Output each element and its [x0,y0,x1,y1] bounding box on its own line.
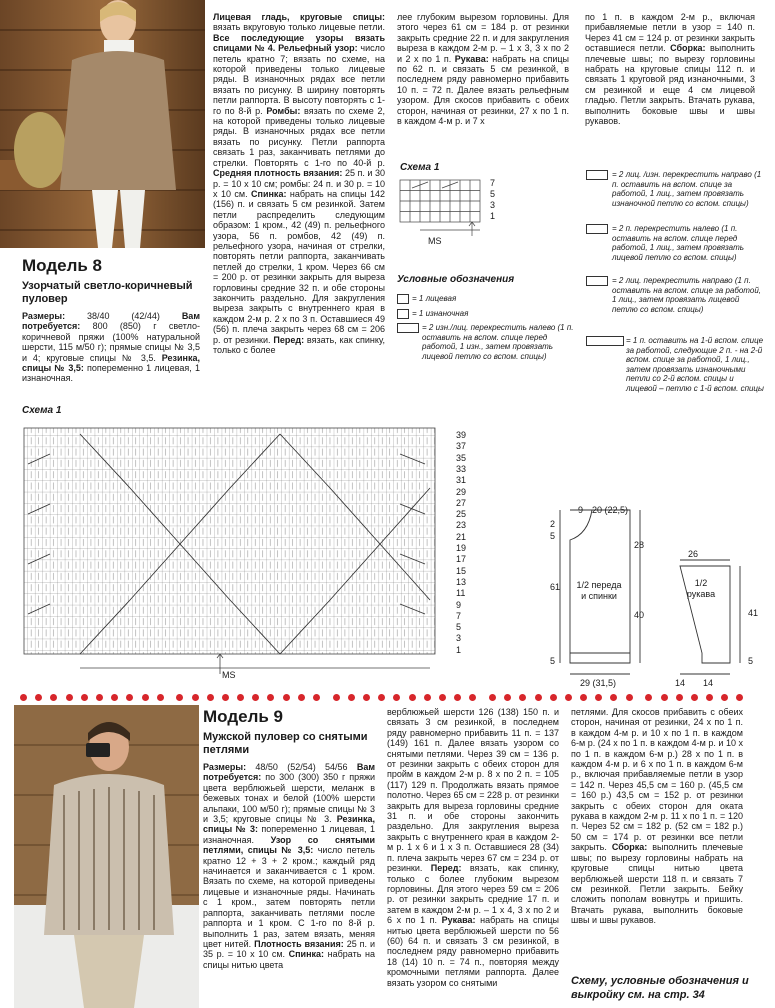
scheme-big-row-23: 23 [456,520,467,531]
scheme-big-row-31: 31 [456,475,467,486]
m9-sleeves-value: набрать на спицы нитью цвета верблюжьей шерсти по 56 (60) 64 п. и связать 3 см резинкой, в последнем ряду равномерно прибавить 18 (14) 10 п. = 74 п., повторяя между кромочными петлями раппорта. Далее вязать узором со снятыми [387,915,559,988]
sizes-value: 38/40 (42/44) [86,311,160,321]
scheme1-small-ms: MS [428,236,442,246]
scheme-big-row-15: 15 [456,565,467,576]
model8-materials [22,311,200,384]
footer-note: Схему, условные обозначения и выкройку см. на стр. 34 [571,975,749,1001]
m9-need-label: Вам потребуется: [203,762,375,783]
density-value: 25 п. и 30 р. = 10 х 10 см; ромбы: 24 п. и 30 р. = 10 х 10 см. [213,168,385,199]
m9-assembly-value: выполнить плечевые швы; по вырезу горловины набрать на круговые спицы нитью цвета верблюжьей шерсти 118 п. и связать 7 см резинкой. Петли закрыть. Бейку сложить пополам вовнутрь и пришить. Втачать рукава, выполнить боковые швы и швы рукавов. [571,842,743,926]
scheme-big-row-13: 13 [456,576,467,587]
pattern-m-5-bottom: 5 [550,656,556,666]
assembly-value: выполнить плечевые швы; по вырезу горловины набрать на круговые спицы 112 п. и связать 1 круговой ряд изнаночными, 3 см резинкой и еще 4 см лицевой гладью. Петли закрыть. Втачать рукава, выполнить боковые швы и швы рукавов. [585,43,755,127]
m9-col3-text: петлями. Для скосов прибавить с обеих сторон, начиная от резинки, 24 х по 1 п. в каждом 4-м р. и 10 х по 1 п. в каждом 6-м р. (24 х по 1 п. в каждом 4-м р. и 10 х по 1 п. в каждом 6-м р.) 28 х по 1 п. в каждом 4-м р. и 6 х по 1 п. в каждом 6-м р., включая прибавляемые петли в узор = 142 п. Через 45,5 см = 160 р. (45,5 см = 160 р.) 43,5 см = 152 р. от резинки закрыть с обеих сторон для оката рукава в каждом 2-м р. 11 х по 1 п. = 120 п. Через 52 см = 182 р. (52 см = 182 р.) 50 см = 174 р. от резинки все петли закрыть. [571,707,743,853]
scheme-big-row-17: 17 [456,554,467,565]
legend-right-symbol-4 [586,336,624,346]
col3-text: лее глубоким вырезом горловины. Для этого через 61 см = 184 р. от резинки закрыть средние 22 п. и для закругления выреза в каждом 2-м р. – 1 х 3, 3 х по 2 и 2 х по 1 п. [397,12,569,64]
m9-need-value: по 300 (300) 350 г пряжи цвета верблюжьей шерсти, меланж в бежевых тонах и белой (100% шерсти альпаки, 100 м/50 г); прямые спицы № 3 и 3,5; круговые спицы № 3. [203,772,375,825]
scheme-big-chart [20,424,452,686]
model9-title: Модель 9 [203,707,283,726]
m9-density-label: Плотность вязания: [254,938,344,949]
relief-value: число петель кратно 7; вязать по схеме, на которой приведены только лицевые ряды. В изнаночных рядах все петли вязать по рисунку. В ширину повторять петли раппорта. В высоту повторять с 1-го по 8-й р. [213,43,385,116]
density-label: Средняя плотность вязания: [213,168,343,179]
col4-text: по 1 п. в каждом 2-м р., включая прибавляемые петли в узор = 140 п. Через 41 см = 124 р. от резинки закрыть оставшиеся петли. [585,12,755,54]
stockinette-label: Лицевая гладь, круговые спицы: [213,12,385,22]
scheme-big-row-11: 11 [456,588,466,599]
stockinette-value: вязать вкруговую только лицевые петли. [213,22,385,33]
need-value: 800 (850) г светло-коричневой пряжи (100% натуральной шерсти, 115 м/50 г); прямые спицы № 3,5 и 4; круговые спицы № 3,5. [22,321,200,363]
legend-right-symbol-1 [586,170,608,180]
scheme1-small-row-5: 5 [490,189,496,199]
pattern-m-41: 41 [748,608,759,618]
m9-sleeves-label: Рукава: [441,915,476,926]
scheme-big-row-25: 25 [456,509,467,520]
m9-col2-text: верблюжьей шерсти 126 (138) 150 п. и связать 3 см резинкой, в последнем ряду равномерно прибавить 11 п. = 137 (149) 161 п. Далее вязать узором со снятыми петлями. Через 39 см = 136 р. от резинки закрыть с обеих сторон для пройм в каждом 2-м р. 8 х по 2 п. = 105 (117) 129 п. Продолжать вязать прямое полотно. Через 65 см = 228 р. от резинки закрыть для выреза горловины средние 31 п. и обе стороны закончить раздельно. Для закругления выреза закрыть с внутреннего края в каждом 2-м р. 1 х 6 и 1 х 3 п. Оставшиеся 28 (34) п. плеча закрыть через 67 см = 234 р. от резинки. [387,707,559,874]
legend-right-symbol-2 [586,224,608,234]
scheme-big-row-5: 5 [456,622,462,633]
pattern-m-5-sleeve: 5 [748,656,754,666]
legend-symbol-cross-left [397,323,419,333]
pattern-body-label: 1/2 переда и спинки [576,580,622,601]
m9-sizes-value: 48/50 (52/54) 54/56 [255,762,348,772]
pattern-m-2-top: 2 [550,519,556,529]
all-patterns: Все последующие узоры вязать спицами № 4. [213,32,385,54]
back-label: Спинка: [251,188,287,199]
rib-label: Резинка, спицы № 3,5: [22,352,200,374]
model8-col4 [585,12,755,126]
pattern-m-20: 20 (22,5) [592,505,629,515]
pattern-sleeve-label: 1/2 рукава [686,578,716,599]
model8-photo [0,0,205,248]
legend-title: Условные обозначения [397,274,515,285]
back-value: набрать на спицы 142 (156) п. и связать 5 см резинкой. Затем петли распределить следующим образом: 1 кром., 42 (49) п. рельефного узора, 56 п. ромбов, 42 (49) п. рельефного узора, начиная от стрелки, повторять петли раппорта, заканчивать петлей до стрелки, 1 кром. Через 66 см = 200 р. от резинки закрыть для выреза горловины средние 32 п. и обе стороны закончить раздельно. Для закругления выреза закрыть с внутреннего края в каждом 2-м р. 2 х по 3 п. Оставшиеся 49 (56) п. плеча закрыть через 68 см = 206 р. от резинки. [213,188,385,345]
pattern-pieces [530,498,770,688]
rib-value: попеременно 1 лицевая, 1 изнаночная. [22,363,200,384]
model9-photo [14,705,199,1008]
scheme-big-row-3: 3 [456,633,462,644]
legend-right-symbol-3 [586,276,608,286]
pattern-m-40: 40 [634,610,645,620]
scheme-big-row-19: 19 [456,543,467,553]
m9-slip-value: число петель кратно 12 + 3 + 2 кром.; каждый ряд начинается и заканчивается с 1 кром. Вязать по схеме, на которой приведены лицевые и изнаночные ряды. Начинать с 1 кром., затем повторять петли раппорта, заканчивать петлями после раппорта и 1 кром. С 1-го по 8-й р. выполнить 1 раз, затем вязать, меняя цвет нитей. [203,845,375,949]
scheme1-small-row-7: 7 [490,178,496,188]
model8-col2 [213,12,385,355]
scheme-big-label: Схема 1 [22,405,62,416]
legend-right-item-2: = 2 п. перекрестить налево (1 п. оставить на вспом. спице перед работой, 1 лиц., затем провязать лицевой петлю со вспом. спицы) [612,224,744,262]
diamonds-label: Ромбы: [266,105,301,116]
scheme1-small-row-3: 3 [490,200,496,210]
pattern-m-29: 29 (31,5) [580,678,617,688]
scheme-big-row-33: 33 [456,463,467,474]
relief-label: Рельефный узор: [278,43,358,54]
scheme-big-row-37: 37 [456,441,467,452]
m9-rib-value: попеременно 1 лицевая, 1 изнаночная. [203,824,375,845]
model8-col3 [397,12,569,126]
m9-front-label: Перед: [430,863,462,874]
scheme-big-row-39: 39 [456,430,467,440]
sizes-label: Размеры: [22,311,66,321]
scheme-big-row-29: 29 [456,486,467,497]
legend-symbol-knit [397,294,409,304]
m9-back-label: Спинка: [288,949,325,960]
pattern-m-61: 61 [550,582,561,592]
sleeves-value: набрать на спицы по 62 п. и связать 5 см резинкой, в последнем ряду равномерно прибавить 10 п. = 72 п. Далее вязать рельефным узором. Для скосов прибавить с обеих сторон, начиная от резинки, 27 х по 1 п. в каждом 4-м р. и 7 х [397,53,569,127]
pattern-m-5-top: 5 [550,531,556,541]
scheme-big-row-9: 9 [456,599,462,610]
scheme1-small-row-1: 1 [490,211,496,221]
section-divider [20,688,775,706]
legend-item-cross-left: = 2 изн./лиц. перекрестить налево (1 п. оставить на вспом. спице перед работой, 1 изн., затем провязать лицевой петлю со вспом. спицы) [422,323,574,361]
front-value: вязать, как спинку, только с более [213,334,385,355]
model9-col1 [203,762,375,970]
m9-assembly-label: Сборка: [611,842,648,853]
legend-symbol-purl [397,309,409,319]
m9-front-value: вязать, как спинку, только с более глубоким вырезом горловины. Для этого через 59 см = 206 р. от резинки закрыть средние 17 п. и затем в каждом 2-м р. – 1 х 4, 3 х по 2 и 6 х по 1 п. [387,863,559,926]
sleeves-label: Рукава: [454,53,489,64]
pattern-m-26: 26 [688,549,699,559]
legend-right-item-3: = 2 лиц. перекрестить направо (1 п. оставить на вспом. спице за работой, 1 лиц., затем провязать лицевой петлю со вспом. спицы) [612,276,761,314]
scheme-big-row-27: 27 [456,497,467,508]
model8-title: Модель 8 [22,256,102,275]
m9-rib-label: Резинка, спицы № 3: [203,814,375,835]
model9-col2 [387,707,559,988]
pattern-m-9: 9 [578,505,584,515]
diamonds-value: вязать по схеме 2, на которой приведены только лицевые ряды. В изнаночных рядах все петли вязать по рисунку. Петли раппорта связать 1 раз, заканчивать петлями до стрелки. Повторять с 1-го по 40-й р. [213,105,385,168]
scheme-big-row-7: 7 [456,610,462,621]
scheme1-small-label: Схема 1 [400,162,440,173]
scheme-big-row-1: 1 [456,644,462,655]
model9-subtitle: Мужской пуловер со снятыми петлями [203,731,368,756]
scheme-big-row-21: 21 [456,531,467,542]
pattern-m-28: 28 [634,540,645,550]
pattern-m-14b: 14 [703,678,714,688]
model9-col3 [571,707,743,926]
m9-sizes-label: Размеры: [203,762,247,772]
m9-density-value: 25 п. и 35 р. = 10 х 10 см. [203,938,375,960]
legend-right-item-1: = 2 лиц. /изн. перекрестить направо (1 п. оставить на вспом. спице за работой, 1 лиц., затем провязать изнаночной петлю со вспом. спицы) [612,170,762,208]
legend-item-purl: = 1 изнаночная [412,309,469,318]
pattern-m-14a: 14 [675,678,686,688]
scheme-big-ms: MS [222,670,236,680]
assembly-label: Сборка: [670,43,706,54]
front-label: Перед: [273,334,305,345]
model8-subtitle: Узорчатый светло-коричневый пуловер [22,280,193,305]
legend-right-item-4: = 1 п. оставить на 1-й вспом. спице за работой, следующие 2 п. - на 2-й вспом. спице за работой, 1 лиц., затем провязать изнаночными петли со 2-й вспом. спицы и лицевой – петлю с 1-й вспом. спицы [626,336,764,393]
need-label: Вам потребуется: [22,311,200,332]
legend-item-knit: = 1 лицевая [412,294,457,303]
m9-back-value: набрать на спицы нитью цвета [203,949,375,970]
scheme-big-row-35: 35 [456,452,467,463]
m9-slip-label: Узор со снятыми петлями, спицы № 3,5: [203,834,375,856]
